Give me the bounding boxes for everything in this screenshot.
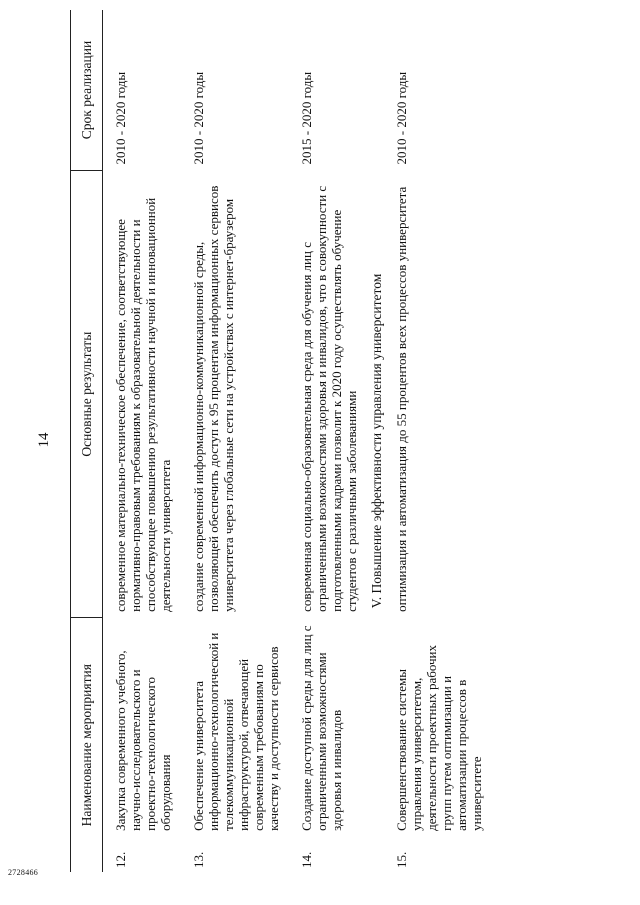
- measure-name: Совершенствование системы управления университетом, деятельности проектных рабочих групп путем оптимизации и автоматизации процессов в университете: [394, 645, 484, 831]
- header-results: Основные результаты: [71, 170, 103, 617]
- measure-results: оптимизация и автоматизация до 55 процентов всех процессов университета: [394, 186, 409, 612]
- measure-name: Обеспечение университета информационно-технологической и телекоммуникационной инфраструктурой, отвечающей современным требованиям по качеству и доступности сервисов: [191, 632, 281, 831]
- measure-name: Закупка современного учебного, научно-исследовательского и проектно-технологического оборудования: [113, 650, 173, 831]
- measures-table: [70, 10, 492, 872]
- table-header-row: [71, 10, 103, 872]
- measure-results: современное материально-техническое обеспечение, соответствующее нормативно-правовым требованиям к образовательной деятельности и способствующее повышению результативности научной и инновационной деятельности университета: [113, 197, 173, 612]
- table-row: [103, 10, 182, 872]
- measure-results: современная социально-образовательная среда для обучения лиц с ограниченными возможностями здоровья и инвалидов, что в совокупности с подготовленными кадрами позволит к 2020 году осуществлять обучение студентов с различными заболеваниями: [299, 185, 359, 612]
- measure-period: 2015 - 2020 годы: [299, 71, 314, 165]
- row-number: 13.: [191, 851, 206, 868]
- page-number: 14: [36, 432, 52, 448]
- table-row: [181, 10, 289, 872]
- section-heading-row: [367, 10, 384, 872]
- document-id: 2728466: [8, 868, 39, 877]
- rotated-page: [30, 0, 620, 880]
- measure-name: Создание доступной среды для лиц с ограниченными возможностями здоровья и инвалидов: [299, 625, 344, 831]
- row-number: 12.: [113, 851, 128, 868]
- table-row: [289, 10, 367, 872]
- measure-period: 2010 - 2020 годы: [394, 71, 409, 165]
- header-period: Срок реализации: [71, 10, 103, 170]
- row-number: 15.: [394, 851, 409, 868]
- measure-period: 2010 - 2020 годы: [113, 71, 128, 165]
- measure-results: создание современной информационно-коммуникационной среды, позволяющей обеспечить доступ к 95 процентам информационных сервисов университета через глобальные сети на устройствах с интернет-браузером: [191, 185, 236, 612]
- header-name: Наименование мероприятия: [71, 618, 103, 872]
- section-title: V. Повышение эффективности управления университетом: [369, 273, 384, 609]
- table-row: [384, 10, 492, 872]
- row-number: 14.: [299, 851, 314, 868]
- measure-period: 2010 - 2020 годы: [191, 71, 206, 165]
